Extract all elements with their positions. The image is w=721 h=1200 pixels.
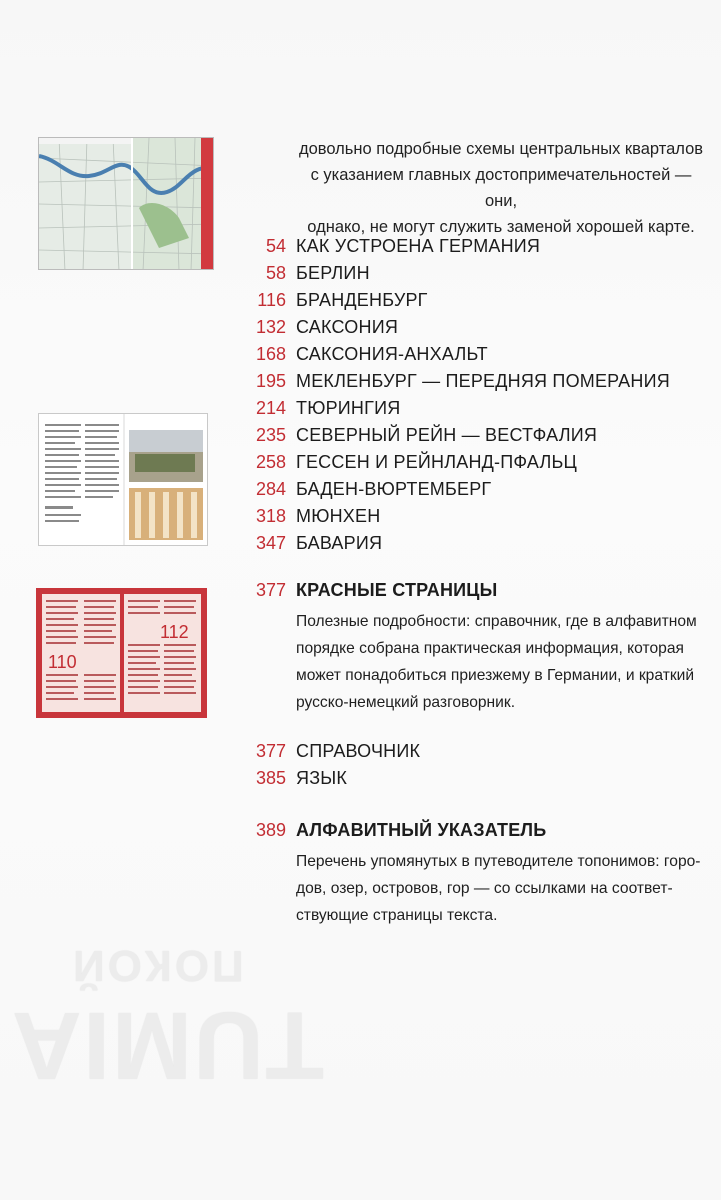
- intro-line: однако, не могут служить заменой хорошей карте.: [307, 218, 695, 236]
- toc-title: САКСОНИЯ-АНХАЛЬТ: [296, 344, 488, 364]
- watermark-line-1: TUMIA: [10, 992, 324, 1099]
- toc-title: БАДЕН-ВЮРТЕМБЕРГ: [296, 479, 492, 499]
- toc-page-number: 168: [255, 344, 286, 364]
- toc-title: МЕКЛЕНБУРГ — ПЕРЕДНЯЯ ПОМЕРАНИЯ: [296, 371, 670, 391]
- toc-page-number: 54: [265, 236, 286, 256]
- toc-title: КАК УСТРОЕНА ГЕРМАНИЯ: [296, 236, 541, 256]
- toc-title: БРАНДЕНБУРГ: [296, 290, 428, 310]
- toc-title: САКСОНИЯ: [296, 317, 399, 337]
- toc-page-number: 195: [255, 371, 286, 391]
- table-of-contents: [250, 236, 710, 560]
- toc-entry[interactable]: [250, 506, 710, 533]
- intro-paragraph: [296, 136, 706, 240]
- description-line: Полезные подробности: справочник, где в алфавитном: [296, 613, 697, 630]
- toc-page-number: 377: [255, 741, 286, 761]
- map-thumbnail: [38, 137, 214, 270]
- toc-entry[interactable]: [250, 263, 710, 290]
- description-line: может понадобиться приезжему в Германии, и краткий: [296, 667, 695, 684]
- red-thumb-number-right: 112: [160, 622, 189, 642]
- red-pages-title: КРАСНЫЕ СТРАНИЦЫ: [296, 580, 498, 600]
- intro-line: с указанием главных достопримечательностей — они,: [310, 166, 692, 210]
- red-thumb-number-left: 110: [48, 652, 77, 672]
- toc-entry[interactable]: [250, 452, 710, 479]
- toc-title: СЕВЕРНЫЙ РЕЙН — ВЕСТФАЛИЯ: [296, 425, 598, 445]
- toc-page-number: 235: [255, 425, 286, 445]
- toc-title: СПРАВОЧНИК: [296, 741, 421, 761]
- description-line: ствующие страницы текста.: [296, 907, 498, 924]
- index-section: [250, 820, 720, 929]
- toc-entry[interactable]: [250, 768, 710, 795]
- toc-entry[interactable]: [250, 344, 710, 371]
- description-line: русско-немецкий разговорник.: [296, 694, 516, 711]
- index-heading[interactable]: [250, 820, 720, 848]
- toc-title: ТЮРИНГИЯ: [296, 398, 401, 418]
- index-page-number: 389: [255, 820, 286, 840]
- toc-entry[interactable]: [250, 236, 710, 263]
- toc-title: ЯЗЫК: [296, 768, 348, 788]
- toc-page-number: 58: [265, 263, 286, 283]
- toc-entry[interactable]: [250, 425, 710, 452]
- red-pages-subsections: [250, 741, 710, 795]
- toc-entry[interactable]: [250, 290, 710, 317]
- book-spread-thumbnail: [38, 413, 208, 546]
- description-line: дов, озер, островов, гор — со ссылками на соответ-: [296, 880, 673, 897]
- toc-entry[interactable]: [250, 398, 710, 425]
- toc-title: МЮНХЕН: [296, 506, 381, 526]
- watermark: [10, 930, 330, 1100]
- description-line: Перечень упомянутых в путеводителе топонимов: горо-: [296, 853, 701, 870]
- toc-entry[interactable]: [250, 371, 710, 398]
- toc-page-number: 214: [255, 398, 286, 418]
- red-pages-thumbnail: [36, 588, 207, 718]
- red-pages-page-number: 377: [255, 580, 286, 600]
- red-pages-section: [250, 580, 720, 716]
- intro-line: довольно подробные схемы центральных кварталов: [298, 140, 704, 158]
- toc-entry[interactable]: [250, 317, 710, 344]
- toc-entry[interactable]: [250, 479, 710, 506]
- toc-page-number: 347: [255, 533, 286, 553]
- toc-page-number: 385: [255, 768, 286, 788]
- toc-page-number: 116: [257, 290, 286, 310]
- toc-title: ГЕССЕН И РЕЙНЛАНД-ПФАЛЬЦ: [296, 452, 578, 472]
- toc-page-number: 284: [255, 479, 286, 499]
- red-pages-heading[interactable]: [250, 580, 720, 608]
- toc-page-number: 258: [255, 452, 286, 472]
- toc-entry[interactable]: [250, 533, 710, 560]
- index-description: [296, 848, 716, 929]
- toc-title: БАВАРИЯ: [296, 533, 383, 553]
- description-line: порядке собрана практическая информация, которая: [296, 640, 684, 657]
- watermark-line-2: ПОКОЙ: [70, 941, 244, 990]
- toc-page-number: 318: [255, 506, 286, 526]
- toc-page-number: 132: [255, 317, 286, 337]
- index-title: АЛФАВИТНЫЙ УКАЗАТЕЛЬ: [296, 820, 547, 840]
- toc-title: БЕРЛИН: [296, 263, 370, 283]
- red-pages-description: [296, 608, 716, 716]
- toc-entry[interactable]: [250, 741, 710, 768]
